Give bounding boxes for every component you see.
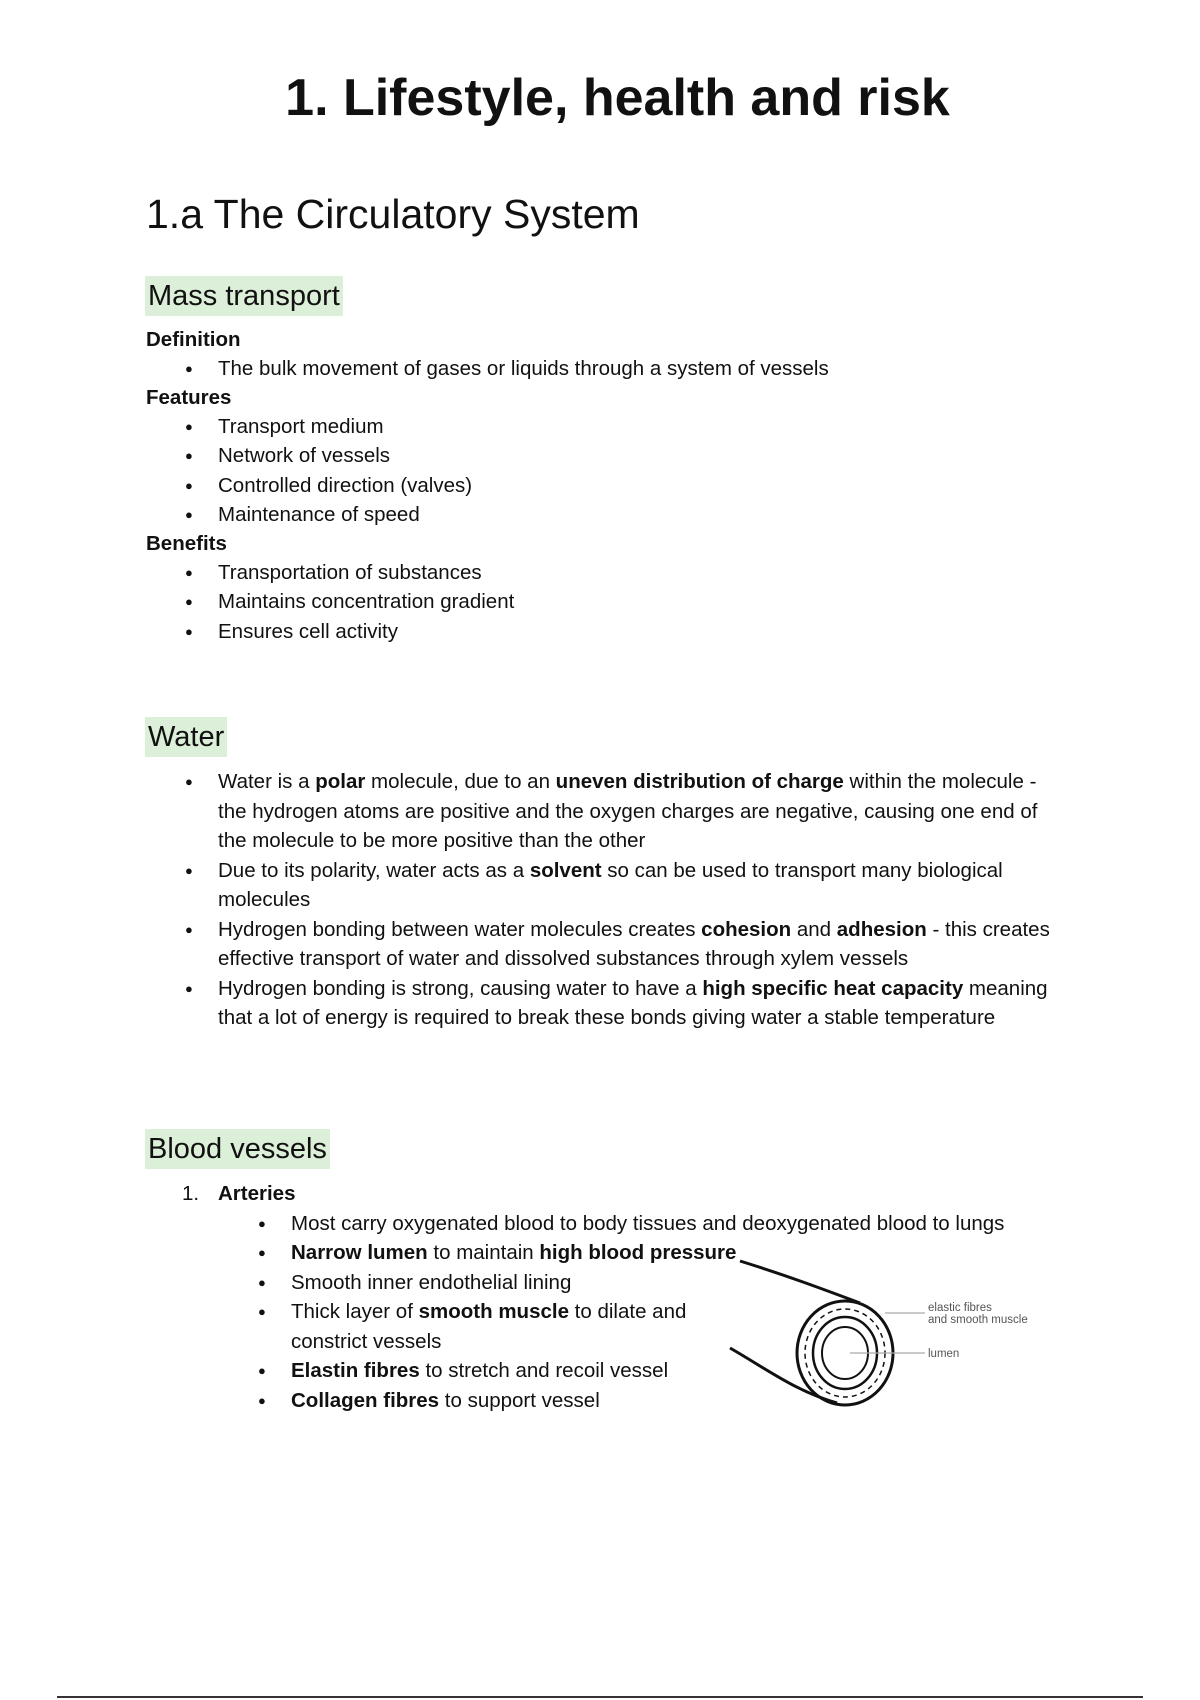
artery-outline <box>730 1261 893 1405</box>
list-item: ● The bulk movement of gases or liquids through a system of vessels <box>146 354 1076 384</box>
features-list <box>146 412 1076 530</box>
features-label: Features <box>146 385 232 409</box>
list-item: ● Transport medium <box>146 412 1076 442</box>
blood-vessels-list <box>146 1179 1076 1209</box>
list-item: ● Hydrogen bonding is strong, causing water to have a high specific heat capacity meaning that a lot of energy is required to break these bonds giving water a stable temperature <box>146 974 1066 1033</box>
list-item: ● Ensures cell activity <box>146 617 1076 647</box>
section-title: 1.a The Circulatory System <box>146 191 640 237</box>
list-item: ● Maintenance of speed <box>146 500 1076 530</box>
list-item: ● Hydrogen bonding between water molecules creates cohesion and adhesion - this creates effective transport of water and dissolved substances through xylem vessels <box>146 915 1066 974</box>
list-item: ● Smooth inner endothelial lining <box>146 1268 1076 1298</box>
definition-label: Definition <box>146 328 241 351</box>
mass-transport-section <box>146 276 1076 646</box>
water-heading: Water <box>145 717 227 757</box>
list-item: ● Narrow lumen to maintain high blood pressure <box>146 1238 761 1268</box>
list-item: ● Due to its polarity, water acts as a solvent so can be used to transport many biological molecules <box>146 856 1066 915</box>
list-item: ● Transportation of substances <box>146 558 1076 588</box>
list-item: ● Thick layer of smooth muscle to dilate and constrict vessels <box>146 1297 761 1356</box>
blood-vessels-heading: Blood vessels <box>145 1129 330 1169</box>
list-number: 1. <box>182 1182 200 1205</box>
benefits-label: Benefits <box>146 531 227 555</box>
list-item: ● Collagen fibres to support vessel <box>146 1386 1076 1416</box>
benefits-list <box>146 558 1076 647</box>
list-item: ● Maintains concentration gradient <box>146 587 1076 617</box>
list-item: ● Network of vessels <box>146 441 1076 471</box>
list-item: ● Controlled direction (valves) <box>146 471 1076 501</box>
definition-list <box>146 354 1076 384</box>
page-divider <box>57 1696 1143 1698</box>
list-item-arteries <box>146 1179 1076 1209</box>
page-title: 1. Lifestyle, health and risk <box>285 69 950 127</box>
list-item: ● Most carry oxygenated blood to body tissues and deoxygenated blood to lungs <box>146 1209 1011 1239</box>
list-item: ● Water is a polar molecule, due to an uneven distribution of charge within the molecule - the hydrogen atoms are positive and the oxygen charges are negative, causing one end of the molecule to be more positive than the other <box>146 767 1066 856</box>
arteries-label: Arteries <box>218 1182 296 1205</box>
mass-transport-heading: Mass transport <box>145 276 343 316</box>
list-item: ● Elastin fibres to stretch and recoil vessel <box>146 1356 1076 1386</box>
diagram-leader-lines <box>850 1313 925 1353</box>
diagram-label-lumen: lumen <box>928 1348 960 1360</box>
diagram-label-elastic: elastic fibres <box>928 1302 992 1314</box>
water-section <box>146 717 1066 1033</box>
artery-diagram <box>725 1253 1045 1428</box>
water-list <box>146 767 1066 1033</box>
diagram-label-muscle: and smooth muscle <box>928 1314 1028 1326</box>
